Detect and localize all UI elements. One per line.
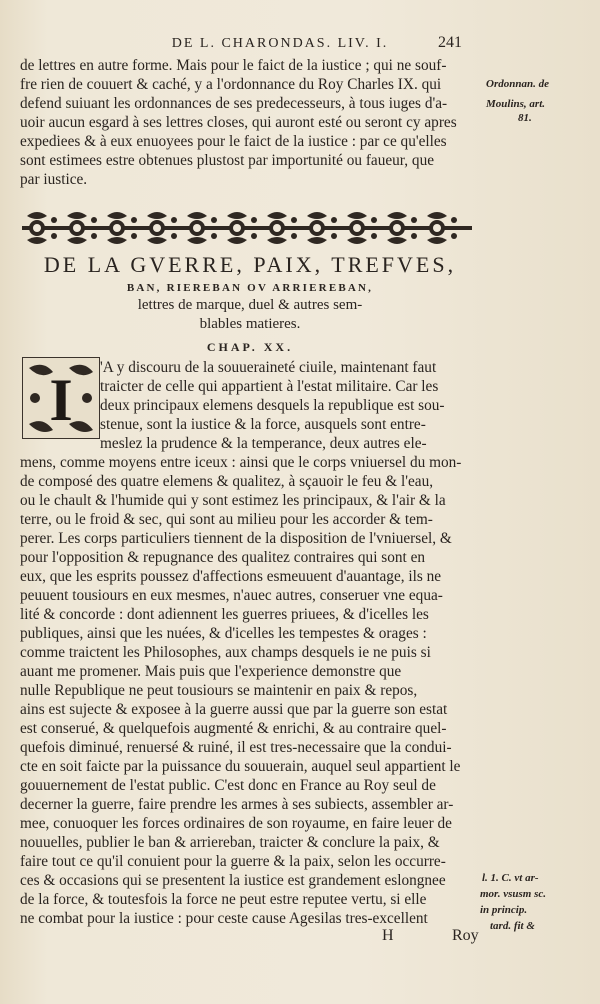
text-line: mens, comme moyens entre iceux : ainsi que le corps vniuersel du mon- (20, 454, 462, 471)
title-line: lettres de marque, duel & autres sem- (137, 297, 363, 313)
margin-note-citation-2: mor. vsusm sc. (480, 888, 547, 900)
text-line: lité & concorde : dont adiennent les guerres priuees, & d'icelles les (20, 606, 429, 623)
initial-letter: I (49, 367, 73, 433)
text-line: mee, conuoquer les forces ordinaires de son royaume, en faire leuer de (20, 815, 452, 832)
text-line: nouuelles, publier le ban & arriereban, traicter & conclure la paix, & (20, 834, 440, 851)
text-line: peuuent tousiours en eux mesmes, n'auec autres, conseruer vne equa- (20, 587, 443, 604)
section-title-continuation (80, 296, 420, 334)
text-line: 'A y discouru de la souueraineté ciuile, maintenant faut (100, 359, 437, 376)
text-line: ces & occasions qui se presentent la iustice est grandement eslongnee (20, 872, 446, 889)
margin-note-ordonnance-3: 81. (518, 112, 532, 124)
section-title: DE LA GVERRE, PAIX, TREFVES, (43, 252, 457, 277)
text-line: est conserué, & quelquefois augmenté & enrichi, & au contraire quel- (20, 720, 447, 737)
title-line: blables matieres. (199, 316, 301, 332)
margin-note-citation-4: tard. fit & (490, 920, 535, 932)
catchword: Roy (452, 927, 479, 944)
page-number: 241 (438, 34, 462, 51)
text-line: cte en soit faicte par la puissance du souuerain, auquel seul appartient le (20, 758, 461, 775)
margin-note-citation-3: in princip. (480, 904, 528, 916)
text-line: faire tout ce qu'il conuient pour la guerre & la paix, selon les occurre- (20, 853, 446, 870)
text-line: pour l'opposition & repugnance des qualitez contraires qui sont en (20, 549, 426, 566)
text-line: uoir aucun esgard à ses lettres closes, qui auront esté ou seront cy apres (20, 114, 457, 131)
text-line: de composé des quatre elemens & qualitez, à sçauoir le feu & l'eau, (20, 473, 434, 490)
text-line: gouuernement de l'estat public. C'est donc en France au Roy seul de (20, 777, 436, 794)
text-line: traicter de celle qui appartient à l'estat militaire. Car les (100, 378, 439, 395)
text-line: expediees & à eux enuoyees pour le faict de la iustice : par ce qu'elles (20, 133, 447, 150)
margin-note-ordonnance-2: Moulins, art. (486, 98, 545, 110)
text-line: comme traictent les Philosophes, aux champs desquels ie ne puis si (20, 644, 431, 661)
text-line: stenue, sont la iustice & la force, ausquels sont entre- (100, 416, 426, 433)
signature-mark: H (382, 927, 394, 944)
text-line: deux principaux elemens desquels la republique est sou- (100, 397, 445, 414)
chapter-heading: CHAP. XX. (206, 340, 294, 354)
text-line: nulle Republique ne peut tousiours se maintenir en paix & repos, (20, 682, 418, 699)
text-line: de la force, & toutesfois la force ne peut estre reputee vertu, si elle (20, 891, 427, 908)
text-line: par iustice. (20, 171, 88, 188)
text-line: ains est sujecte & exposee à la guerre aussi que par la guerre son estat (20, 701, 448, 718)
text-line: fre rien de couuert & caché, y a l'ordonnance du Roy Charles IX. qui (20, 76, 442, 93)
text-line: de lettres en autre forme. Mais pour le faict de la iustice ; qui ne souf- (20, 57, 447, 74)
intro-paragraph (20, 56, 480, 189)
text-line: meslez la prudence & la temperance, deux autres ele- (100, 435, 427, 452)
text-line: decerner la guerre, faire prendre les armes à ses subiects, assembler ar- (20, 796, 454, 813)
margin-note-ordonnance-1: Ordonnan. de (486, 78, 549, 90)
text-line: terre, ou le froid & sec, qui sont au milieu pour les accorder & tem- (20, 511, 433, 528)
body-paragraph (20, 358, 480, 928)
text-line: perer. Les corps particuliers tiennent de la disposition de l'vniuersel, & (20, 530, 452, 547)
text-line: ne combat pour la iustice : pour ceste cause Agesilas tres-excellent (20, 910, 428, 927)
margin-note-citation-1: l. 1. C. vt ar- (482, 872, 539, 884)
text-line: publiques, ainsi que les nuées, & d'icelles les tempestes & orages : (20, 625, 427, 642)
text-line: auant me promener. Mais puis que l'experience demonstre que (20, 663, 402, 680)
text-line: eux, que les esprits poussez d'affections esmeuuent d'auantage, ils ne (20, 568, 442, 585)
text-line: ou le chault & l'humide qui y sont estimez les principaux, & l'air & la (20, 492, 446, 509)
running-head: DE L. CHARONDAS. LIV. I. (171, 36, 389, 51)
ornamental-band (22, 208, 472, 250)
text-line: defend suiuant les ordonnances de ses predecesseurs, à tous iuges d'a- (20, 95, 448, 112)
section-subtitle: BAN, RIEREBAN OV ARRIEREBAN, (126, 282, 374, 294)
text-line: quefois diminué, renuersé & ruiné, il est tres-necessaire que la condui- (20, 739, 452, 756)
text-line: sont estimees estre obtenues plustost par importunité ou faueur, que (20, 152, 435, 169)
